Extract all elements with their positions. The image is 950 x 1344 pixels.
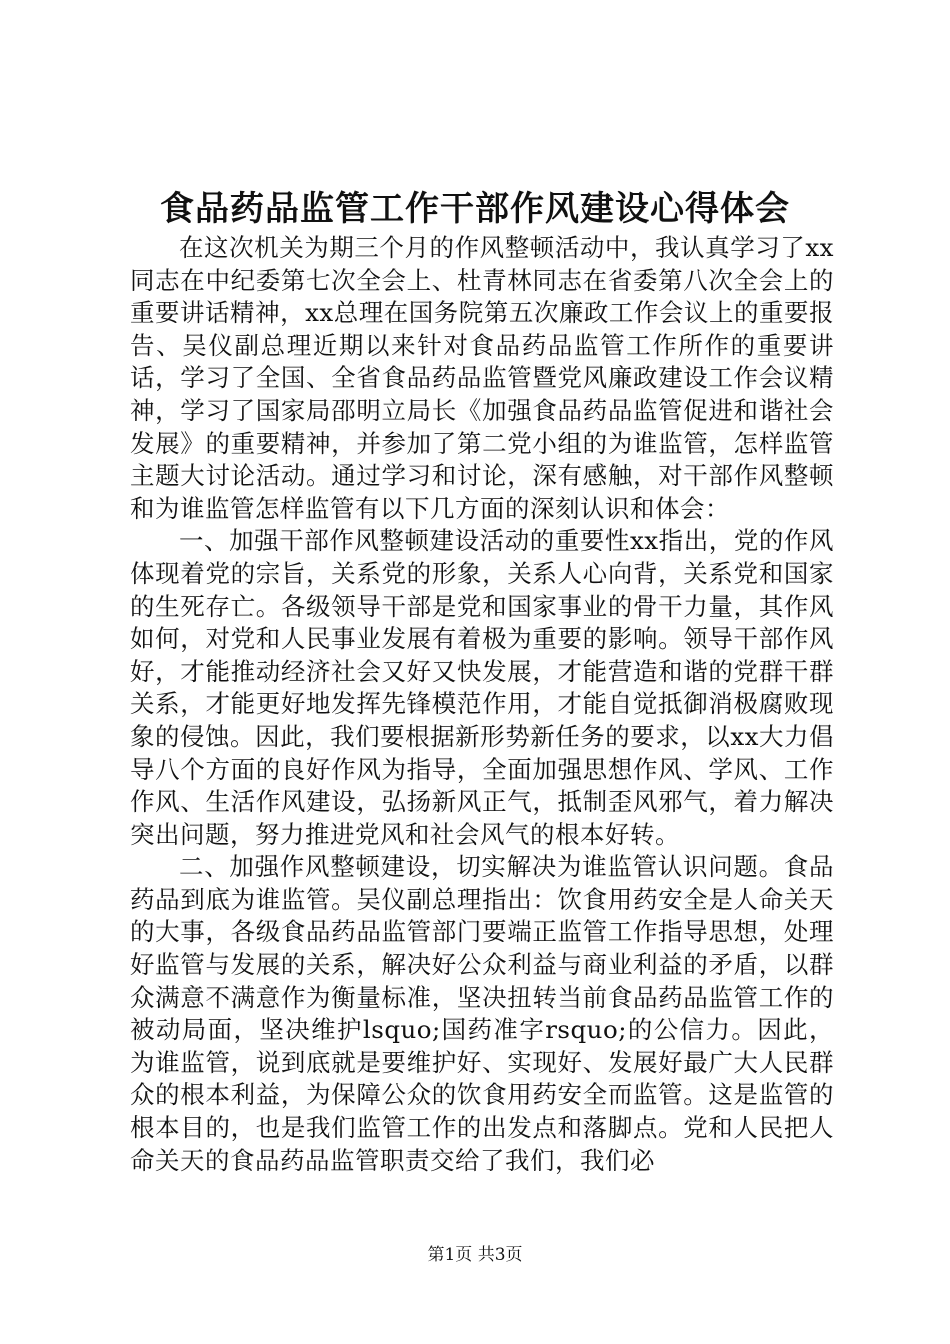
paragraph-section-2: 二、加强作风整顿建设，切实解决为谁监管认识问题。食品药品到底为谁监管。吴仪副总理指出：饮食用药安全是人命关天的大事，各级食品药品监管部门要端正监管工作指导思想，处理好监管与发展的关系，解决好公众利益与商业利益的矛盾，以群众满意不满意作为衡量标准，坚决扭转当前食品药品监管工作的被动局面，坚决维护lsquo;国药准字rsquo;的公信力。因此，为谁监管，说到底就是要维护好、实现好、发展好最广大人民群众的根本利益，为保障公众的饮食用药安全而监管。这是监管的根本目的，也是我们监管工作的出发点和落脚点。党和人民把人命关天的食品药品监管职责交给了我们，我们必 xyxy=(130,852,834,1175)
document-body xyxy=(130,232,834,1177)
paragraph-section-1: 一、加强干部作风整顿建设活动的重要性xx指出，党的作风体现着党的宗旨，关系党的形象，关系人心向背，关系党和国家的生死存亡。各级领导干部是党和国家事业的骨干力量，其作风如何，对党和人民事业发展有着极为重要的影响。领导干部作风好，才能推动经济社会又好又快发展，才能营造和谐的党群干群关系，才能更好地发挥先锋模范作用，才能自觉抵御消极腐败现象的侵蚀。因此，我们要根据新形势新任务的要求，以xx大力倡导八个方面的良好作风为指导，全面加强思想作风、学风、工作作风、生活作风建设，弘扬新风正气，抵制歪风邪气，着力解决突出问题，努力推进党风和社会风气的根本好转。 xyxy=(130,526,834,849)
document-title: 食品药品监管工作干部作风建设心得体会 xyxy=(160,189,790,229)
paragraph-intro: 在这次机关为期三个月的作风整顿活动中，我认真学习了xx同志在中纪委第七次全会上、杜青林同志在省委第八次全会上的重要讲话精神，xx总理在国务院第五次廉政工作会议上的重要报告、吴仪副总理近期以来针对食品药品监管工作所作的重要讲话，学习了全国、全省食品药品监管暨党风廉政建设工作会议精神，学习了国家局邵明立局长《加强食品药品监管促进和谐社会发展》的重要精神，并参加了第二党小组的为谁监管，怎样监管主题大讨论活动。通过学习和讨论，深有感触，对干部作风整顿和为谁监管怎样监管有以下几方面的深刻认识和体会： xyxy=(130,233,834,523)
page-footer: 第1页 共3页 xyxy=(427,1245,523,1265)
